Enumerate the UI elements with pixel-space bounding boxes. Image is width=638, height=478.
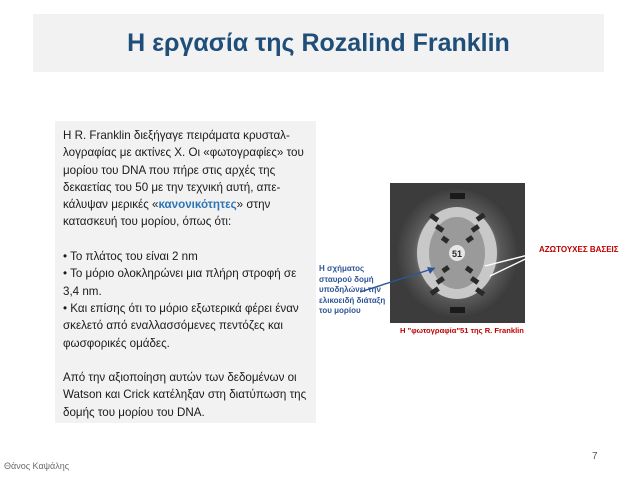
- body-text-box: [55, 121, 316, 423]
- cross-shape-caption: Η σχήματος σταυρού δομή υποδηλώνει την ελικοειδή διάταξη του μορίου: [319, 264, 386, 316]
- intro-text-end: » στην κατασκευή του μορίου, όπως ότι:: [63, 198, 271, 229]
- bullet-item: • Το πλάτος του είναι 2 nm: [63, 250, 198, 264]
- page-number: 7: [592, 451, 598, 462]
- photo-51-caption: Η "φωτογραφία"51 της R. Franklin: [400, 326, 524, 335]
- slide-title: Η εργασία της Rozalind Franklin: [127, 28, 510, 57]
- bullet-item: • Και επίσης ότι το μόριο εξωτερικά φέρει έναν σκελετό από εναλλασσόμενες πεντόζες και φωσφορικές ομάδες.: [63, 301, 299, 350]
- intro-text-start: Η R. Franklin διεξήγαγε πειράματα κρυσταλ-λογραφίας με ακτίνες Χ. Οι «φωτογραφίες» του μορίου του DNA που πήρε στις αρχές της δεκαετίας του 50 με την τεχνική αυτή, απε-κάλυψαν μερικές «: [63, 129, 304, 212]
- highlighted-term: κανονικότητες: [158, 198, 237, 212]
- intro-paragraph: [63, 127, 310, 231]
- conclusion-paragraph: Από την αξιοποίηση αυτών των δεδομένων οι Watson και Crick κατέληξαν στη διατύπωση της δομής του μορίου του DNA.: [63, 371, 307, 419]
- bullet-item: • Το μόριο ολοκληρώνει μια πλήρη στροφή σε 3,4 nm.: [63, 267, 297, 298]
- footer-author: Θάνος Καψάλης: [4, 461, 70, 471]
- spacer: [63, 231, 310, 248]
- spacer: [63, 352, 310, 369]
- nitrogen-bases-label: ΑΖΩΤΟΥΧΕΣ ΒΑΣΕΙΣ: [539, 245, 619, 254]
- photo-number: 51: [452, 249, 463, 259]
